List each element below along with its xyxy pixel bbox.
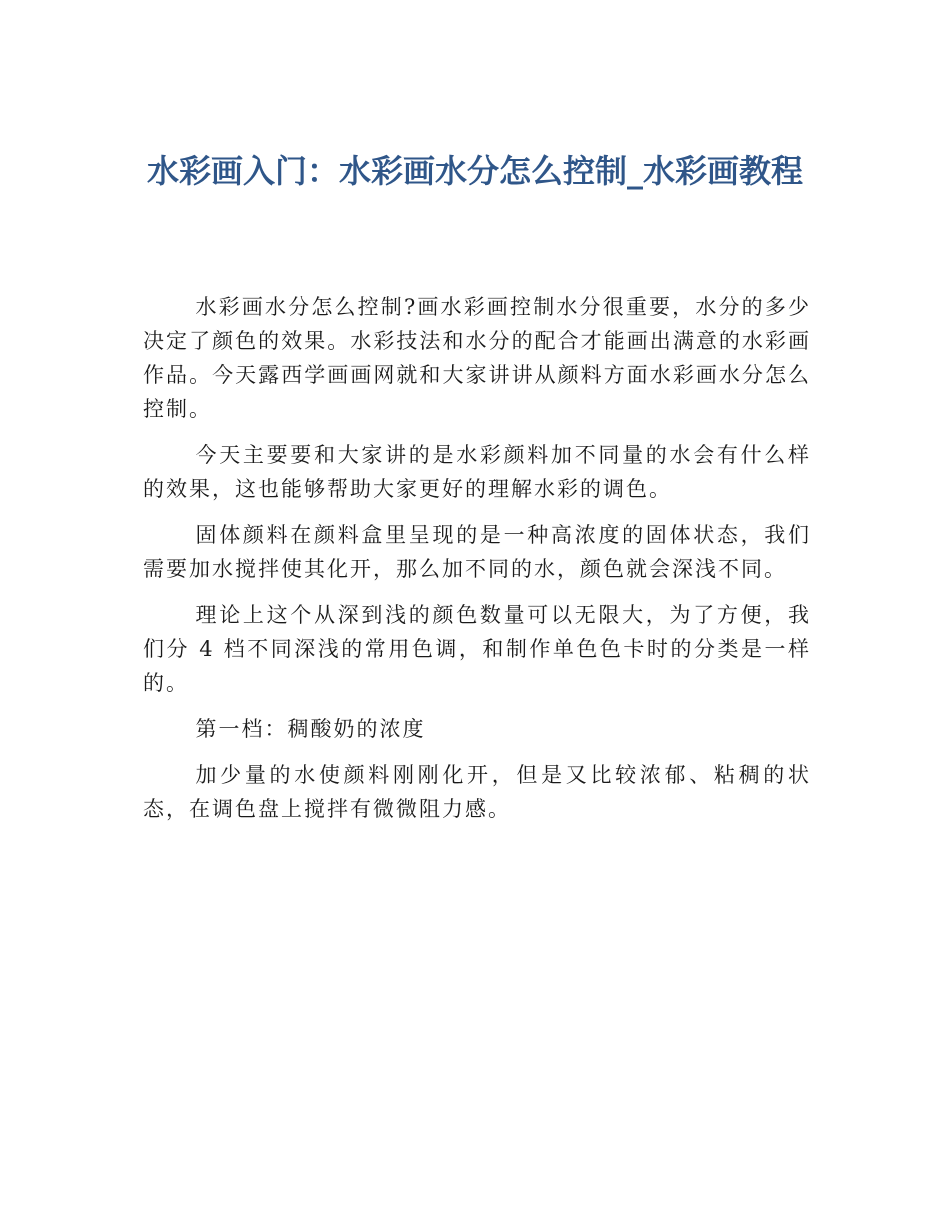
paragraph-level-one-heading: 第一档：稠酸奶的浓度 (195, 717, 426, 741)
document-body (143, 290, 811, 838)
paragraph-solid-paint: 固体颜料在颜料盒里呈现的是一种高浓度的固体状态，我们需要加水搅拌使其化开，那么加不同的水，颜色就会深浅不同。 (143, 523, 811, 581)
paragraph-level-one-detail: 加少量的水使颜料刚刚化开，但是又比较浓郁、粘稠的状态，在调色盘上搅拌有微微阻力感。 (143, 763, 811, 821)
paragraph-intro: 水彩画水分怎么控制?画水彩画控制水分很重要，水分的多少决定了颜色的效果。水彩技法和水分的配合才能画出满意的水彩画作品。今天露西学画画网就和大家讲讲从颜料方面水彩画水分怎么控制。 (143, 295, 811, 421)
paragraph-four-levels: 理论上这个从深到浅的颜色数量可以无限大，为了方便，我们分 4 档不同深浅的常用色调，和制作单色色卡时的分类是一样的。 (143, 603, 811, 695)
paragraph-topic: 今天主要要和大家讲的是水彩颜料加不同量的水会有什么样的效果，这也能够帮助大家更好的理解水彩的调色。 (143, 443, 811, 501)
document-title: 水彩画入门：水彩画水分怎么控制_水彩画教程 (146, 152, 803, 190)
